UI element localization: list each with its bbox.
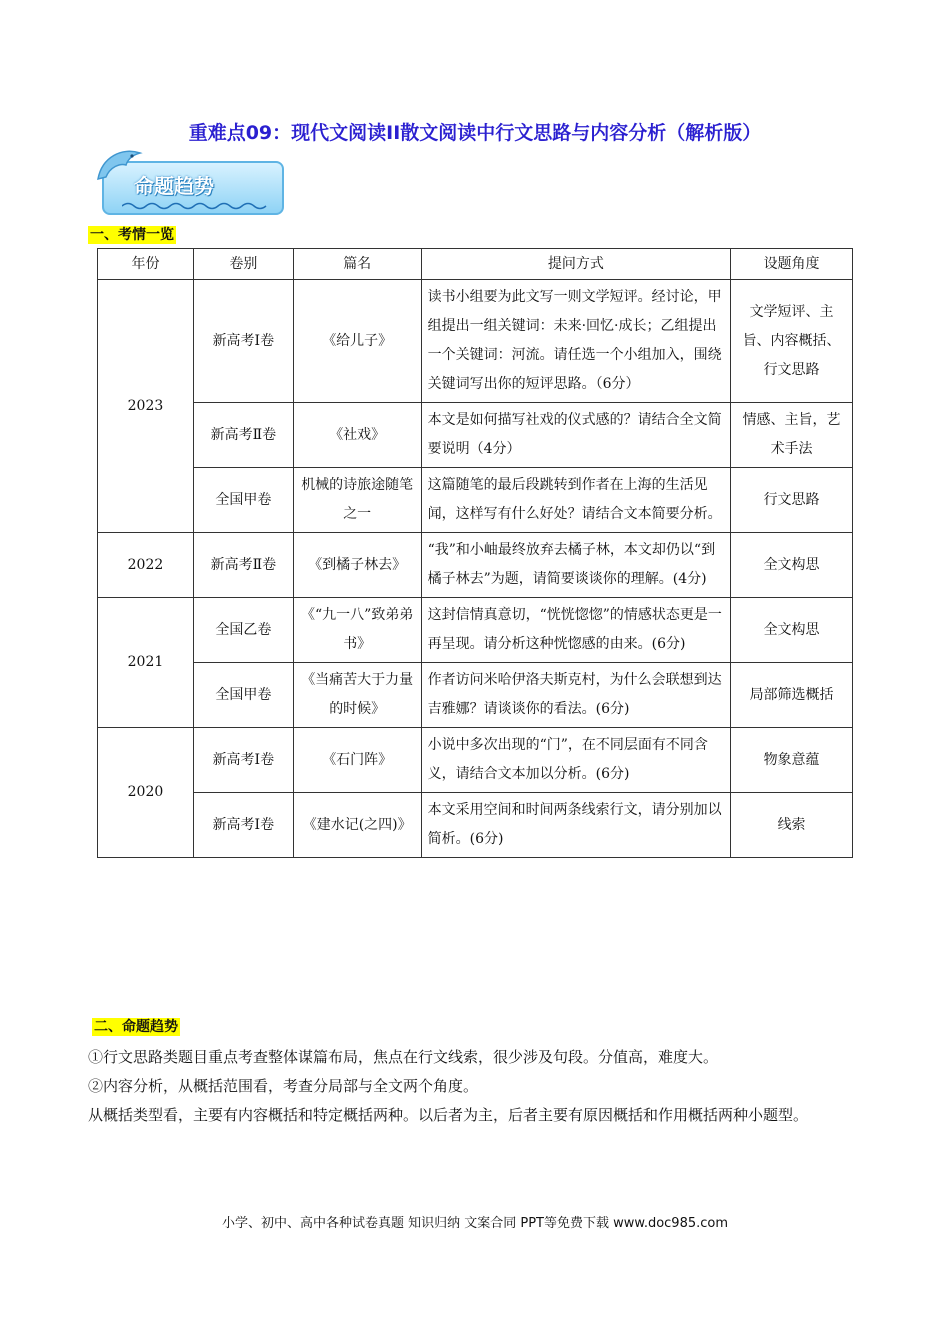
section-badge	[92, 145, 288, 219]
cell-angle: 线索	[731, 793, 853, 858]
cell-article: 《到橘子林去》	[293, 533, 421, 598]
header-year: 年份	[98, 249, 194, 280]
page-title: 重难点09：现代文阅读II散文阅读中行文思路与内容分析（解析版）	[188, 122, 762, 144]
cell-year: 2021	[98, 598, 194, 728]
cell-year: 2020	[98, 728, 194, 858]
cell-article: 《社戏》	[293, 403, 421, 468]
section-heading-overview: 一、考情一览	[90, 227, 174, 243]
trend-paragraph: ①行文思路类题目重点考查整体谋篇布局，焦点在行文线索，很少涉及句段。分值高，难度大。	[88, 1048, 719, 1066]
cell-paper: 新高考Ⅰ卷	[193, 728, 293, 793]
header-paper: 卷别	[193, 249, 293, 280]
cell-question: “我”和小岫最终放弃去橘子林，本文却仍以“到橘子林去”为题，请简要谈谈你的理解。(4分)	[421, 533, 731, 598]
header-angle: 设题角度	[731, 249, 853, 280]
table-row	[98, 663, 853, 728]
cell-angle: 行文思路	[731, 468, 853, 533]
cell-question: 这篇随笔的最后段跳转到作者在上海的生活见闻，这样写有什么好处？请结合文本简要分析。	[421, 468, 731, 533]
cell-article: 《石门阵》	[293, 728, 421, 793]
table-row	[98, 793, 853, 858]
cell-paper: 新高考Ⅱ卷	[193, 533, 293, 598]
cell-article: 《建水记(之四)》	[293, 793, 421, 858]
cell-angle: 物象意蕴	[731, 728, 853, 793]
cell-question: 作者访问米哈伊洛夫斯克村，为什么会联想到达吉雅娜？请谈谈你的看法。(6分)	[421, 663, 731, 728]
header-question: 提问方式	[421, 249, 731, 280]
cell-paper: 全国甲卷	[193, 663, 293, 728]
cell-question: 本文是如何描写社戏的仪式感的？请结合全文简要说明（4分）	[421, 403, 731, 468]
cell-paper: 新高考I卷	[193, 793, 293, 858]
cell-angle: 情感、主旨，艺术手法	[731, 403, 853, 468]
cell-question: 本文采用空间和时间两条线索行文，请分别加以简析。(6分)	[421, 793, 731, 858]
table-row	[98, 403, 853, 468]
cell-year: 2023	[98, 280, 194, 533]
cell-paper: 新高考Ⅱ卷	[193, 403, 293, 468]
cell-paper: 全国乙卷	[193, 598, 293, 663]
cell-question: 这封信情真意切，“恍恍惚惚”的情感状态更是一再呈现。请分析这种恍惚感的由来。(6分)	[421, 598, 731, 663]
cell-paper: 新高考I卷	[193, 280, 293, 403]
cell-question: 读书小组要为此文写一则文学短评。经讨论，甲组提出一组关键词：未来·回忆·成长；乙组提出一个关键词：河流。请任选一个小组加入，围绕关键词写出你的短评思路。（6分）	[421, 280, 731, 403]
cell-paper: 全国甲卷	[193, 468, 293, 533]
cell-article: 《给儿子》	[293, 280, 421, 403]
cell-angle: 文学短评、主旨、内容概括、行文思路	[731, 280, 853, 403]
table-row	[98, 598, 853, 663]
table-row	[98, 280, 853, 403]
wave-icon	[122, 201, 272, 211]
cell-question: 小说中多次出现的“门”，在不同层面有不同含义，请结合文本加以分析。(6分)	[421, 728, 731, 793]
exam-table	[97, 248, 853, 858]
page-footer: 小学、初中、高中各种试卷真题 知识归纳 文案合同 PPT等免费下载 www.doc985.com	[221, 1216, 729, 1231]
badge-label: 命题趋势	[134, 174, 214, 198]
cell-article: 《“九一八”致弟弟书》	[293, 598, 421, 663]
table-row	[98, 533, 853, 598]
cell-angle: 局部筛选概括	[731, 663, 853, 728]
trend-paragraph: 从概括类型看，主要有内容概括和特定概括两种。以后者为主，后者主要有原因概括和作用概括两种小题型。	[88, 1106, 809, 1124]
table-header-row	[98, 249, 853, 280]
cell-article: 机械的诗旅途随笔之一	[293, 468, 421, 533]
table-row	[98, 468, 853, 533]
cell-angle: 全文构思	[731, 598, 853, 663]
cell-article: 《当痛苦大于力量的时候》	[293, 663, 421, 728]
header-article: 篇名	[293, 249, 421, 280]
section-heading-trend: 二、命题趋势	[94, 1019, 178, 1035]
cell-year: 2022	[98, 533, 194, 598]
table-row	[98, 728, 853, 793]
trend-paragraph: ②内容分析，从概括范围看，考查分局部与全文两个角度。	[88, 1077, 479, 1095]
cell-angle: 全文构思	[731, 533, 853, 598]
